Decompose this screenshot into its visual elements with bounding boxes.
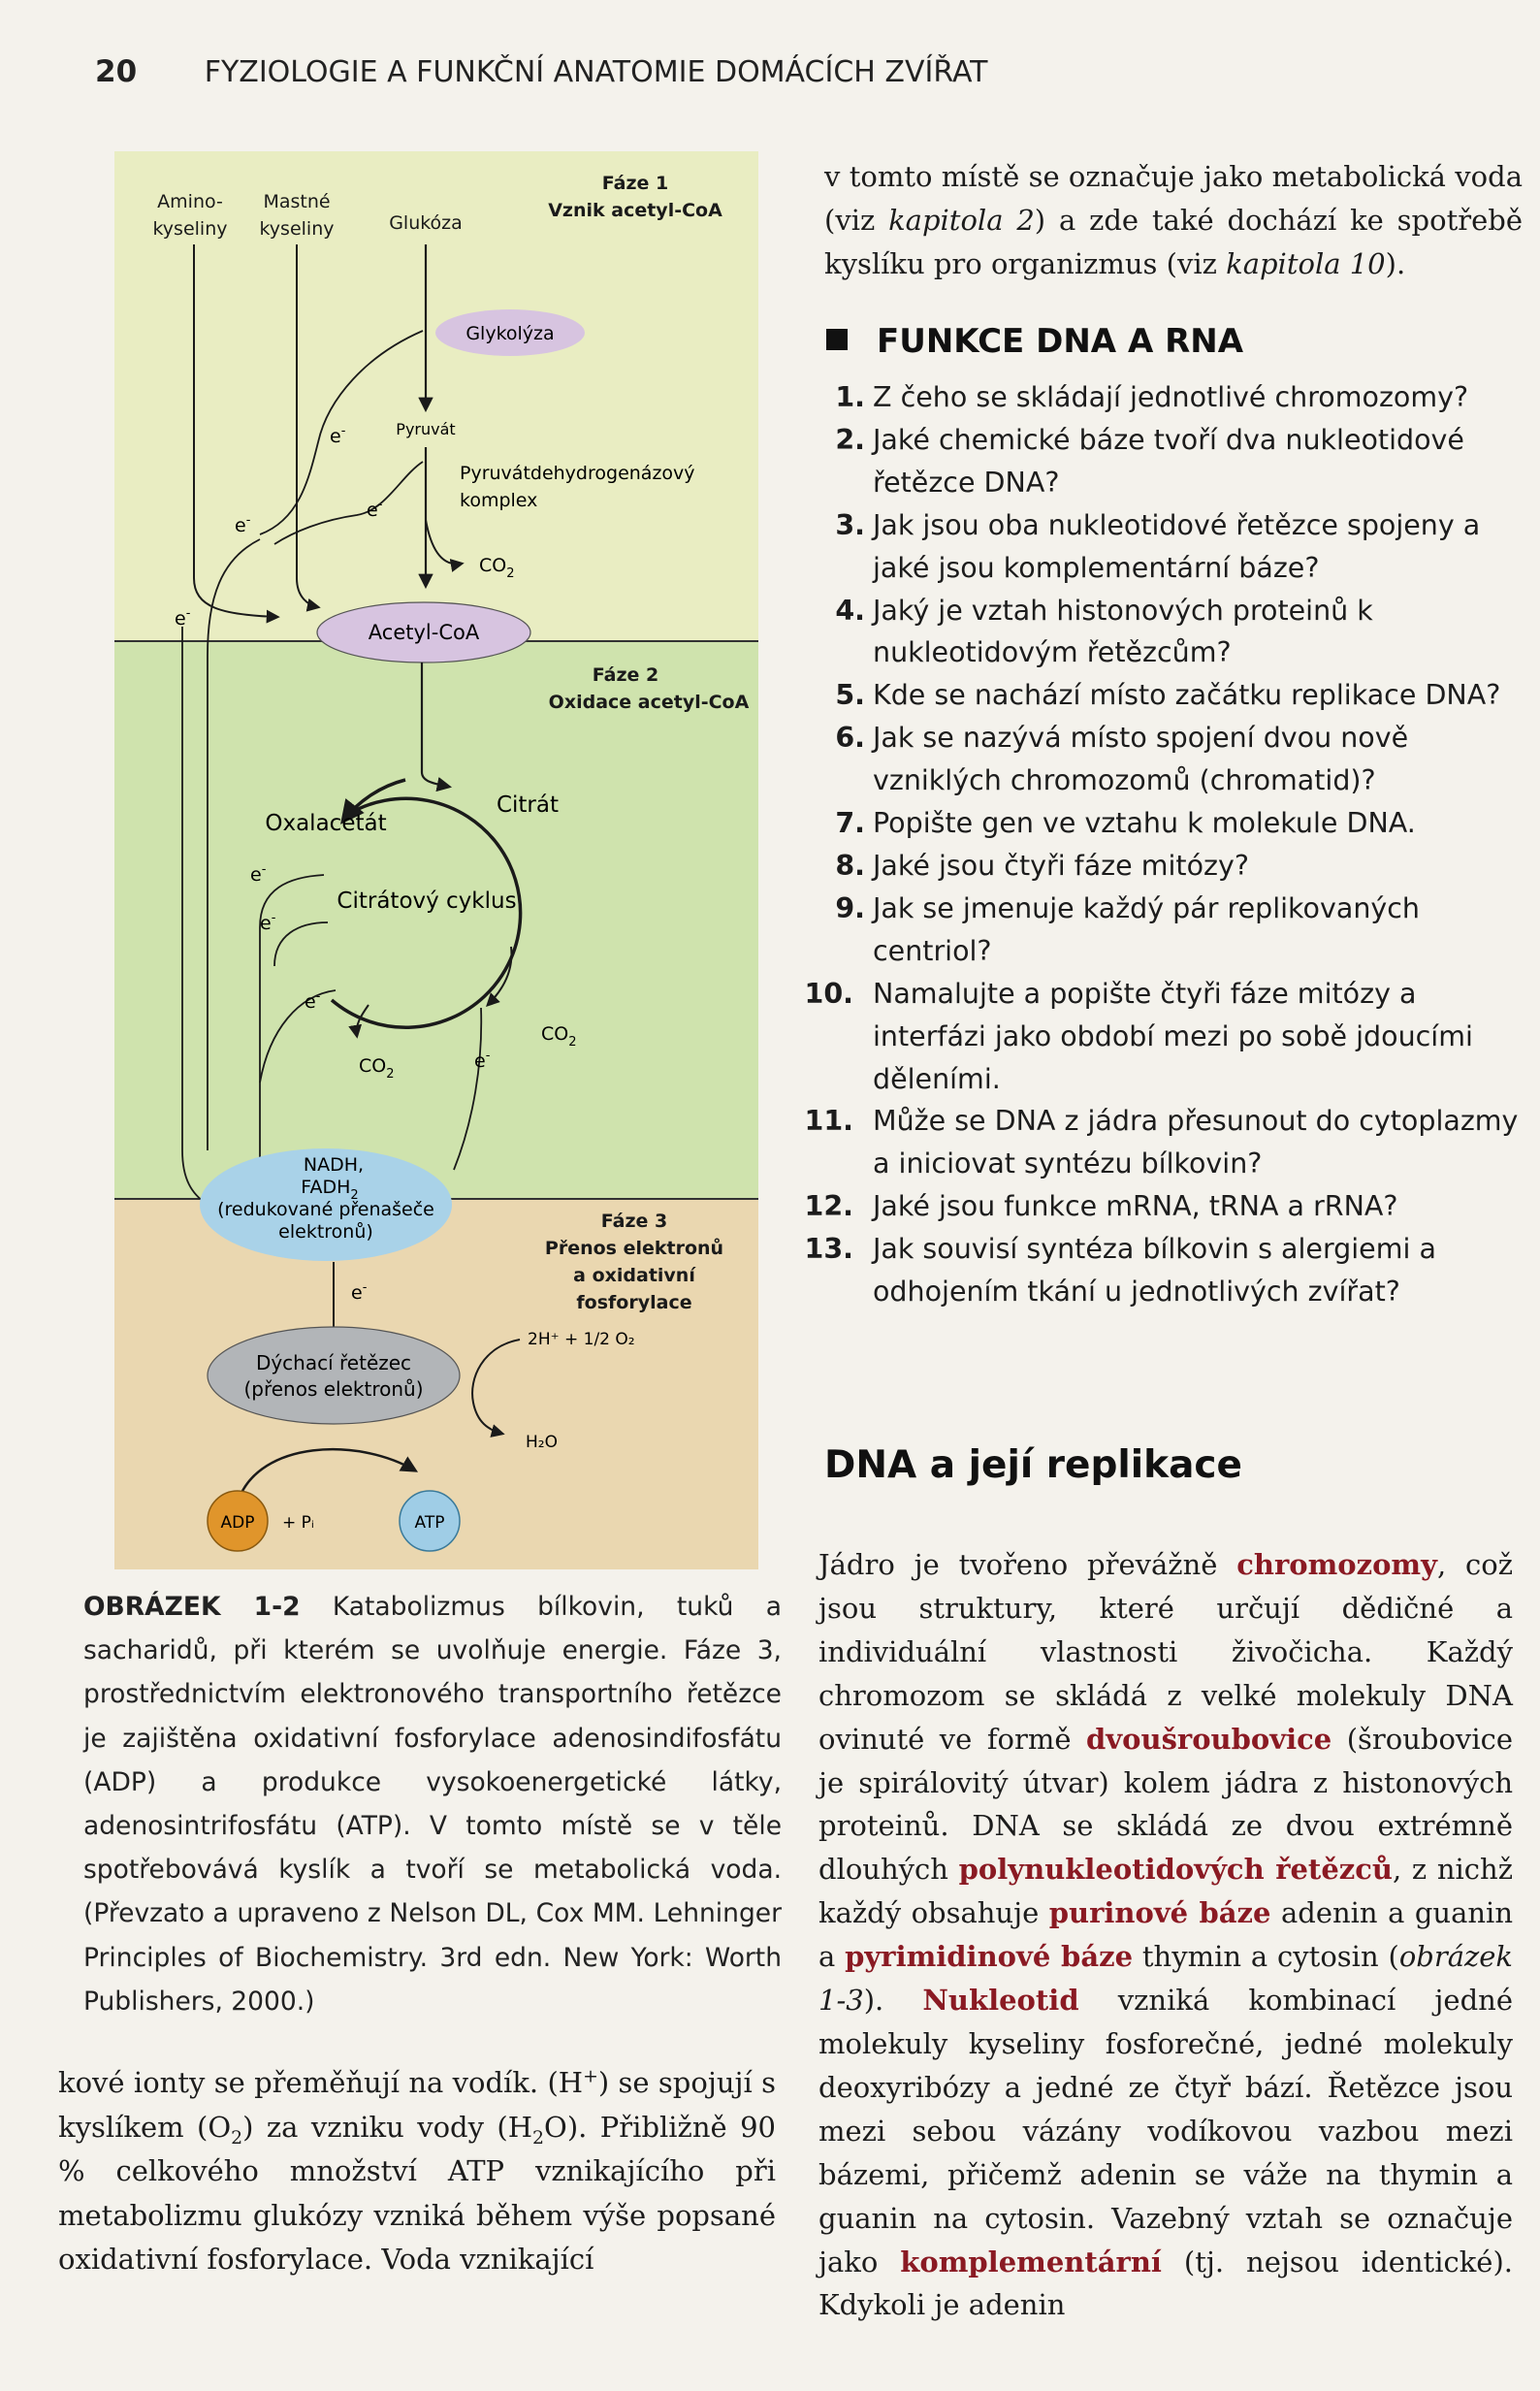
right-top-part-2: ) a zde také dochází ke spotřebě kyslíku pro organizmus (viz — [824, 204, 1523, 280]
subscript-2b: 2 — [532, 2127, 545, 2149]
catabolism-diagram — [114, 151, 758, 1569]
phase3-line3: a oxidativní — [573, 1265, 695, 1286]
term-pyrimidinove-baze: pyrimidinové báze — [845, 1940, 1134, 1974]
co2-label-2: $CO_2$ — [541, 1023, 577, 1050]
co2-label-1: $CO_2$ — [479, 555, 515, 581]
running-header — [95, 54, 1453, 93]
figure-caption — [83, 1585, 782, 2023]
carriers-label-1: (redukované přenašeče — [217, 1199, 434, 1220]
phase3-line2: Přenos elektronů — [544, 1238, 724, 1259]
dna-replication-heading: DNA a její replikace — [824, 1443, 1242, 1487]
electron-label-9: e- — [351, 1280, 368, 1304]
question-item: 8. Jaké jsou čtyři fáze mitózy? — [835, 849, 1249, 882]
question-list — [804, 376, 1523, 1313]
question-item: 5. Kde se nachází místo začátku replikace DNA? — [835, 679, 1501, 712]
chapter-reference-2: kapitola 10 — [1226, 247, 1386, 280]
question-item: 6. Jak se nazývá místo spojení dvou nově vzniklých chromozomů (chromatid)? — [835, 722, 1409, 797]
question-item: 9. Jak se jmenuje každý pár replikovaných centriol? — [835, 891, 1420, 967]
page-number: 20 — [95, 54, 138, 89]
caption-label: OBRÁZEK 1-2 — [83, 1592, 301, 1622]
atp-label: ATP — [414, 1513, 445, 1533]
term-komplementarni: komplementární — [900, 2245, 1162, 2278]
figure-reference: obrázek 1-3 — [818, 1940, 1514, 2018]
electron-label-1: e- — [330, 424, 346, 447]
question-item: 2. Jaké chemické báze tvoří dva nukleotidové řetězce DNA? — [835, 423, 1464, 499]
pdh-label-2: komplex — [460, 490, 538, 511]
square-bullet-icon — [826, 329, 848, 350]
electron-label-4: e- — [175, 606, 191, 630]
electron-label-7: e- — [305, 989, 321, 1013]
question-item: 10. Namalujte a popište čtyři fáze mitózy a interfázi jako období mezi po sobě jdoucími děleními. — [804, 977, 1473, 1095]
phase1-title: Fáze 1 — [601, 173, 669, 194]
phase3-title: Fáze 3 — [600, 1211, 668, 1232]
amino-acids-label-2: kyseliny — [152, 218, 228, 240]
left-body-part-2: ) se spojují s kyslíkem (O — [58, 2066, 776, 2144]
fatty-acids-label-1: Mastné — [263, 191, 331, 212]
acetyl-coa-label: Acetyl-CoA — [368, 621, 480, 644]
electron-label-6: e- — [260, 911, 276, 934]
electron-label-2: e- — [367, 498, 383, 521]
phase1-subtitle: Vznik acetyl-CoA — [548, 200, 722, 221]
amino-acids-label-1: Amino- — [157, 191, 223, 212]
term-chromozomy: chromozomy — [1236, 1548, 1437, 1581]
fatty-acids-label-2: kyseliny — [259, 218, 335, 240]
question-item: 3. Jak jsou oba nukleotidové řetězce spojeny a jaké jsou komplementární báze? — [835, 508, 1481, 584]
dna-body-paragraph: Jádro je tvořeno převážně chromozomy, což jsou struktury, které určují dědičné a individuální vlastnosti živočicha. Každý chromozom se skládá z velké molekuly DNA ovinuté ve formě dvoušroubovice (šroubovice je spirálovitý útvar) kolem jádra z histonových proteinů. DNA se skládá ze dvou extrémně dlouhých polynukleotidových řetězců, z nichž každý obsahuje purinové báze adenin a guanin a pyrimidinové báze thymin a cytosin (obrázek 1-3). Nukleotid vzniká kombinací jedné molekuly kyseliny fosforečné, jedné molekuly deoxyribózy a jedné ze čtyř bází. Řetězce jsou mezi sebou vázány vodíkovou vazbou mezi bázemi, přičemž adenin se váže na thymin a guanin na cytosin. Vazebný vztah se označuje jako komplementární (tj. nejsou identické). Kdykoli je adenin — [818, 1548, 1514, 2322]
term-polynukleotidove-retezce: polynukleotidových řetězců — [958, 1853, 1393, 1887]
water-label: H₂O — [526, 1433, 558, 1452]
oxaloacetate-label: Oxalacetát — [265, 811, 387, 836]
phase3-line4: fosforylace — [576, 1292, 692, 1313]
pdh-label-1: Pyruvátdehydrogenázový — [460, 463, 695, 484]
citrate-label: Citrát — [496, 792, 560, 818]
electron-label-8: e- — [474, 1049, 491, 1072]
phase2-subtitle: Oxidace acetyl-CoA — [548, 692, 750, 713]
glucose-label: Glukóza — [389, 212, 463, 234]
electron-label-3: e- — [235, 513, 251, 536]
question-item: 1. Z čeho se skládají jednotlivé chromozomy? — [835, 381, 1469, 413]
question-item: 7. Popište gen ve vztahu k molekule DNA. — [835, 807, 1416, 840]
left-body-part-4: O). Přibližně 90 % celkového množství ATP vznikajícího při metabolizmu glukózy vzniká během výše popsané oxidativní fosforylace. Voda vznikající — [58, 2110, 777, 2276]
question-item: 11. Může se DNA z jádra přesunout do cytoplazmy a iniciovat syntézu bílkovin? — [804, 1105, 1519, 1180]
question-item: 12. Jaké jsou funkce mRNA, tRNA a rRNA? — [804, 1190, 1398, 1223]
section-title: FUNKCE DNA A RNA — [877, 322, 1244, 361]
left-body-text — [58, 2061, 776, 2282]
term-dvousroubovice: dvoušroubovice — [1086, 1722, 1332, 1756]
respiratory-chain-label-1: Dýchací řetězec — [255, 1351, 412, 1374]
term-nukleotid: Nukleotid — [922, 1984, 1079, 2018]
glycolysis-label: Glykolýza — [465, 323, 555, 344]
respiratory-chain-label-2: (přenos elektronů) — [243, 1377, 424, 1401]
respiratory-chain-ellipse — [208, 1327, 460, 1424]
term-purinove-baze: purinové báze — [1048, 1896, 1271, 1930]
pi-label: + Pᵢ — [282, 1513, 314, 1533]
left-body-part-1: kové ionty se přeměňují na vodík. (H — [58, 2066, 584, 2099]
caption-text: Katabolizmus bílkovin, tuků a sacharidů, při kterém se uvolňuje energie. Fáze 3, prostřednictvím elektronového transportního řetězce je zajištěna oxidativní fosforylace adenosindifosfátu (ADP) a produkce vysokoenergetické látky, adenosintrifosfátu (ATP). V tomto místě se v těle spotřebovává kyslík a tvoří se metabolická voda. (Převzato a upraveno z Nelson DL, Cox MM. Lehninger Principles of Biochemistry. 3rd edn. New York: Worth Publishers, 2000.) — [83, 1592, 782, 2017]
oxygen-reaction-label: 2H⁺ + 1/2 O₂ — [528, 1330, 635, 1349]
adp-label: ADP — [220, 1513, 255, 1533]
phase2-title: Fáze 2 — [592, 664, 659, 686]
right-top-part-1: v tomto místě se označuje jako metabolická voda (viz — [824, 160, 1523, 237]
question-item: 4. Jaký je vztah histonových proteinů k nukleotidovým řetězcům? — [835, 594, 1373, 669]
question-item: 13. Jak souvisí syntéza bílkovin s alergiemi a odhojením tkání u jednotlivých zvířat? — [804, 1233, 1436, 1309]
right-top-paragraph — [824, 155, 1523, 286]
book-title: FYZIOLOGIE A FUNKČNÍ ANATOMIE DOMÁCÍCH ZVÍŘAT — [204, 55, 988, 89]
right-top-part-3: ). — [1385, 247, 1406, 280]
superscript-plus: + — [583, 2066, 598, 2087]
carriers-label-2: elektronů) — [278, 1221, 373, 1243]
co2-sub-1: 2 — [506, 566, 515, 581]
section-heading-dna-rna — [826, 322, 1524, 371]
citric-cycle-label: Citrátový cyklus — [337, 889, 517, 914]
diagram-svg — [114, 151, 758, 1569]
chapter-reference-1: kapitola 2 — [888, 204, 1035, 237]
left-body-part-3: ) za vzniku vody (H — [242, 2110, 533, 2144]
pyruvate-label: Pyruvát — [396, 420, 456, 438]
fadh-label: $FADH_2$ — [301, 1177, 359, 1203]
co2-label-3: $CO_2$ — [359, 1055, 395, 1082]
nadh-label: NADH, — [303, 1154, 365, 1176]
electron-label-5: e- — [250, 862, 267, 886]
phase2-band — [114, 641, 758, 1199]
subscript-2a: 2 — [231, 2127, 243, 2149]
